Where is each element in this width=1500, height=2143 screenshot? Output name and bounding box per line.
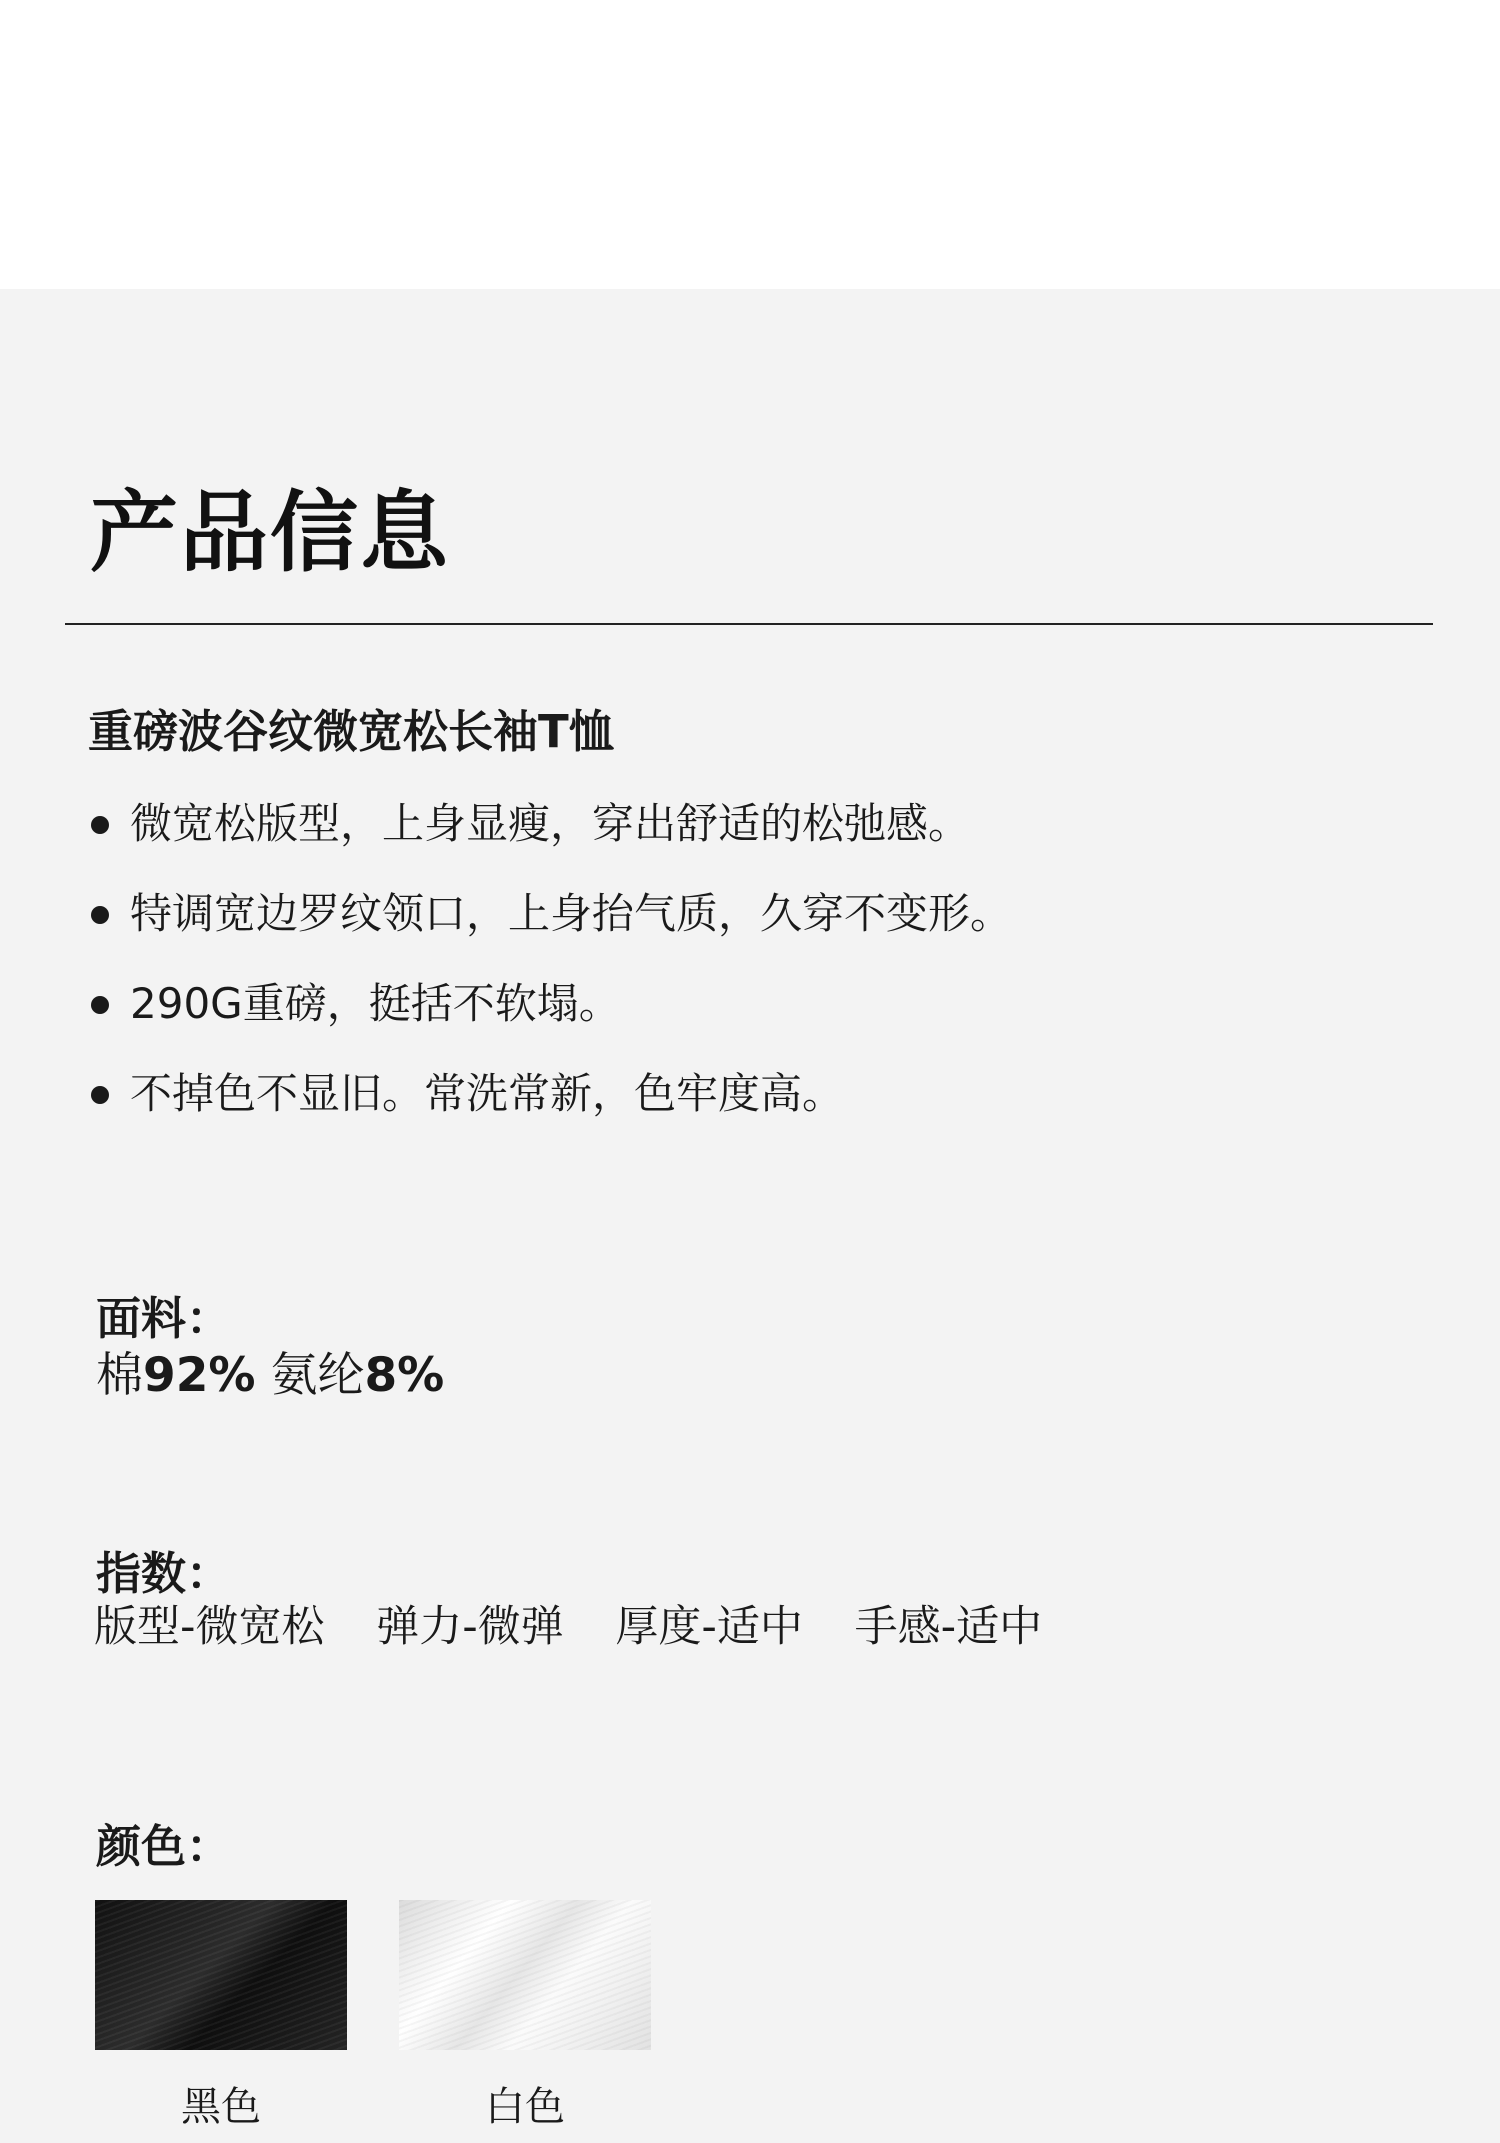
feature-item <box>88 974 1012 1064</box>
feature-text: 特调宽边罗纹领口，上身抬气质，久穿不变形。 <box>130 889 1013 938</box>
feature-item <box>88 794 1012 884</box>
page-title: 产品信息 <box>90 481 451 584</box>
fabric-spandex-pct: 8% <box>364 1348 445 1403</box>
top-blank-area <box>0 0 1500 289</box>
bullet-icon <box>91 906 109 924</box>
fabric-spandex-name: 氨纶 <box>270 1348 365 1403</box>
bullet-icon <box>91 1086 109 1104</box>
color-label: 颜色： <box>96 1820 232 1873</box>
fabric-cotton-name: 棉 <box>96 1348 143 1403</box>
feature-item <box>88 1064 1012 1154</box>
fabric-value <box>96 1348 445 1403</box>
feature-text: 不掉色不显旧。常洗常新，色牢度高。 <box>130 1069 845 1118</box>
bullet-icon <box>91 996 109 1014</box>
bullet-icon <box>91 816 109 834</box>
product-name: 重磅波谷纹微宽松长袖T恤 <box>88 705 614 758</box>
black-color-label: 黑色 <box>181 2084 261 2130</box>
fabric-cotton-pct: 92% <box>143 1348 256 1403</box>
index-item-feel: 手感-适中 <box>854 1602 1043 1652</box>
index-item-thickness: 厚度-适中 <box>615 1602 803 1652</box>
black-color-swatch[interactable] <box>95 1900 347 2050</box>
feature-list <box>88 794 1012 1154</box>
fabric-label: 面料： <box>96 1292 232 1345</box>
white-color-swatch[interactable] <box>399 1900 651 2050</box>
feature-text: 290G重磅，挺括不软塌。 <box>130 979 621 1028</box>
index-item-elasticity: 弹力-微弹 <box>376 1602 564 1652</box>
white-color-label: 白色 <box>485 2084 565 2130</box>
index-item-fit: 版型-微宽松 <box>94 1602 325 1652</box>
index-label: 指数： <box>96 1547 232 1600</box>
product-info-panel <box>0 289 1500 2143</box>
feature-text: 微宽松版型，上身显瘦，穿出舒适的松弛感。 <box>130 799 971 848</box>
feature-item <box>88 884 1012 974</box>
title-divider <box>65 623 1433 625</box>
index-row <box>94 1602 1080 1652</box>
